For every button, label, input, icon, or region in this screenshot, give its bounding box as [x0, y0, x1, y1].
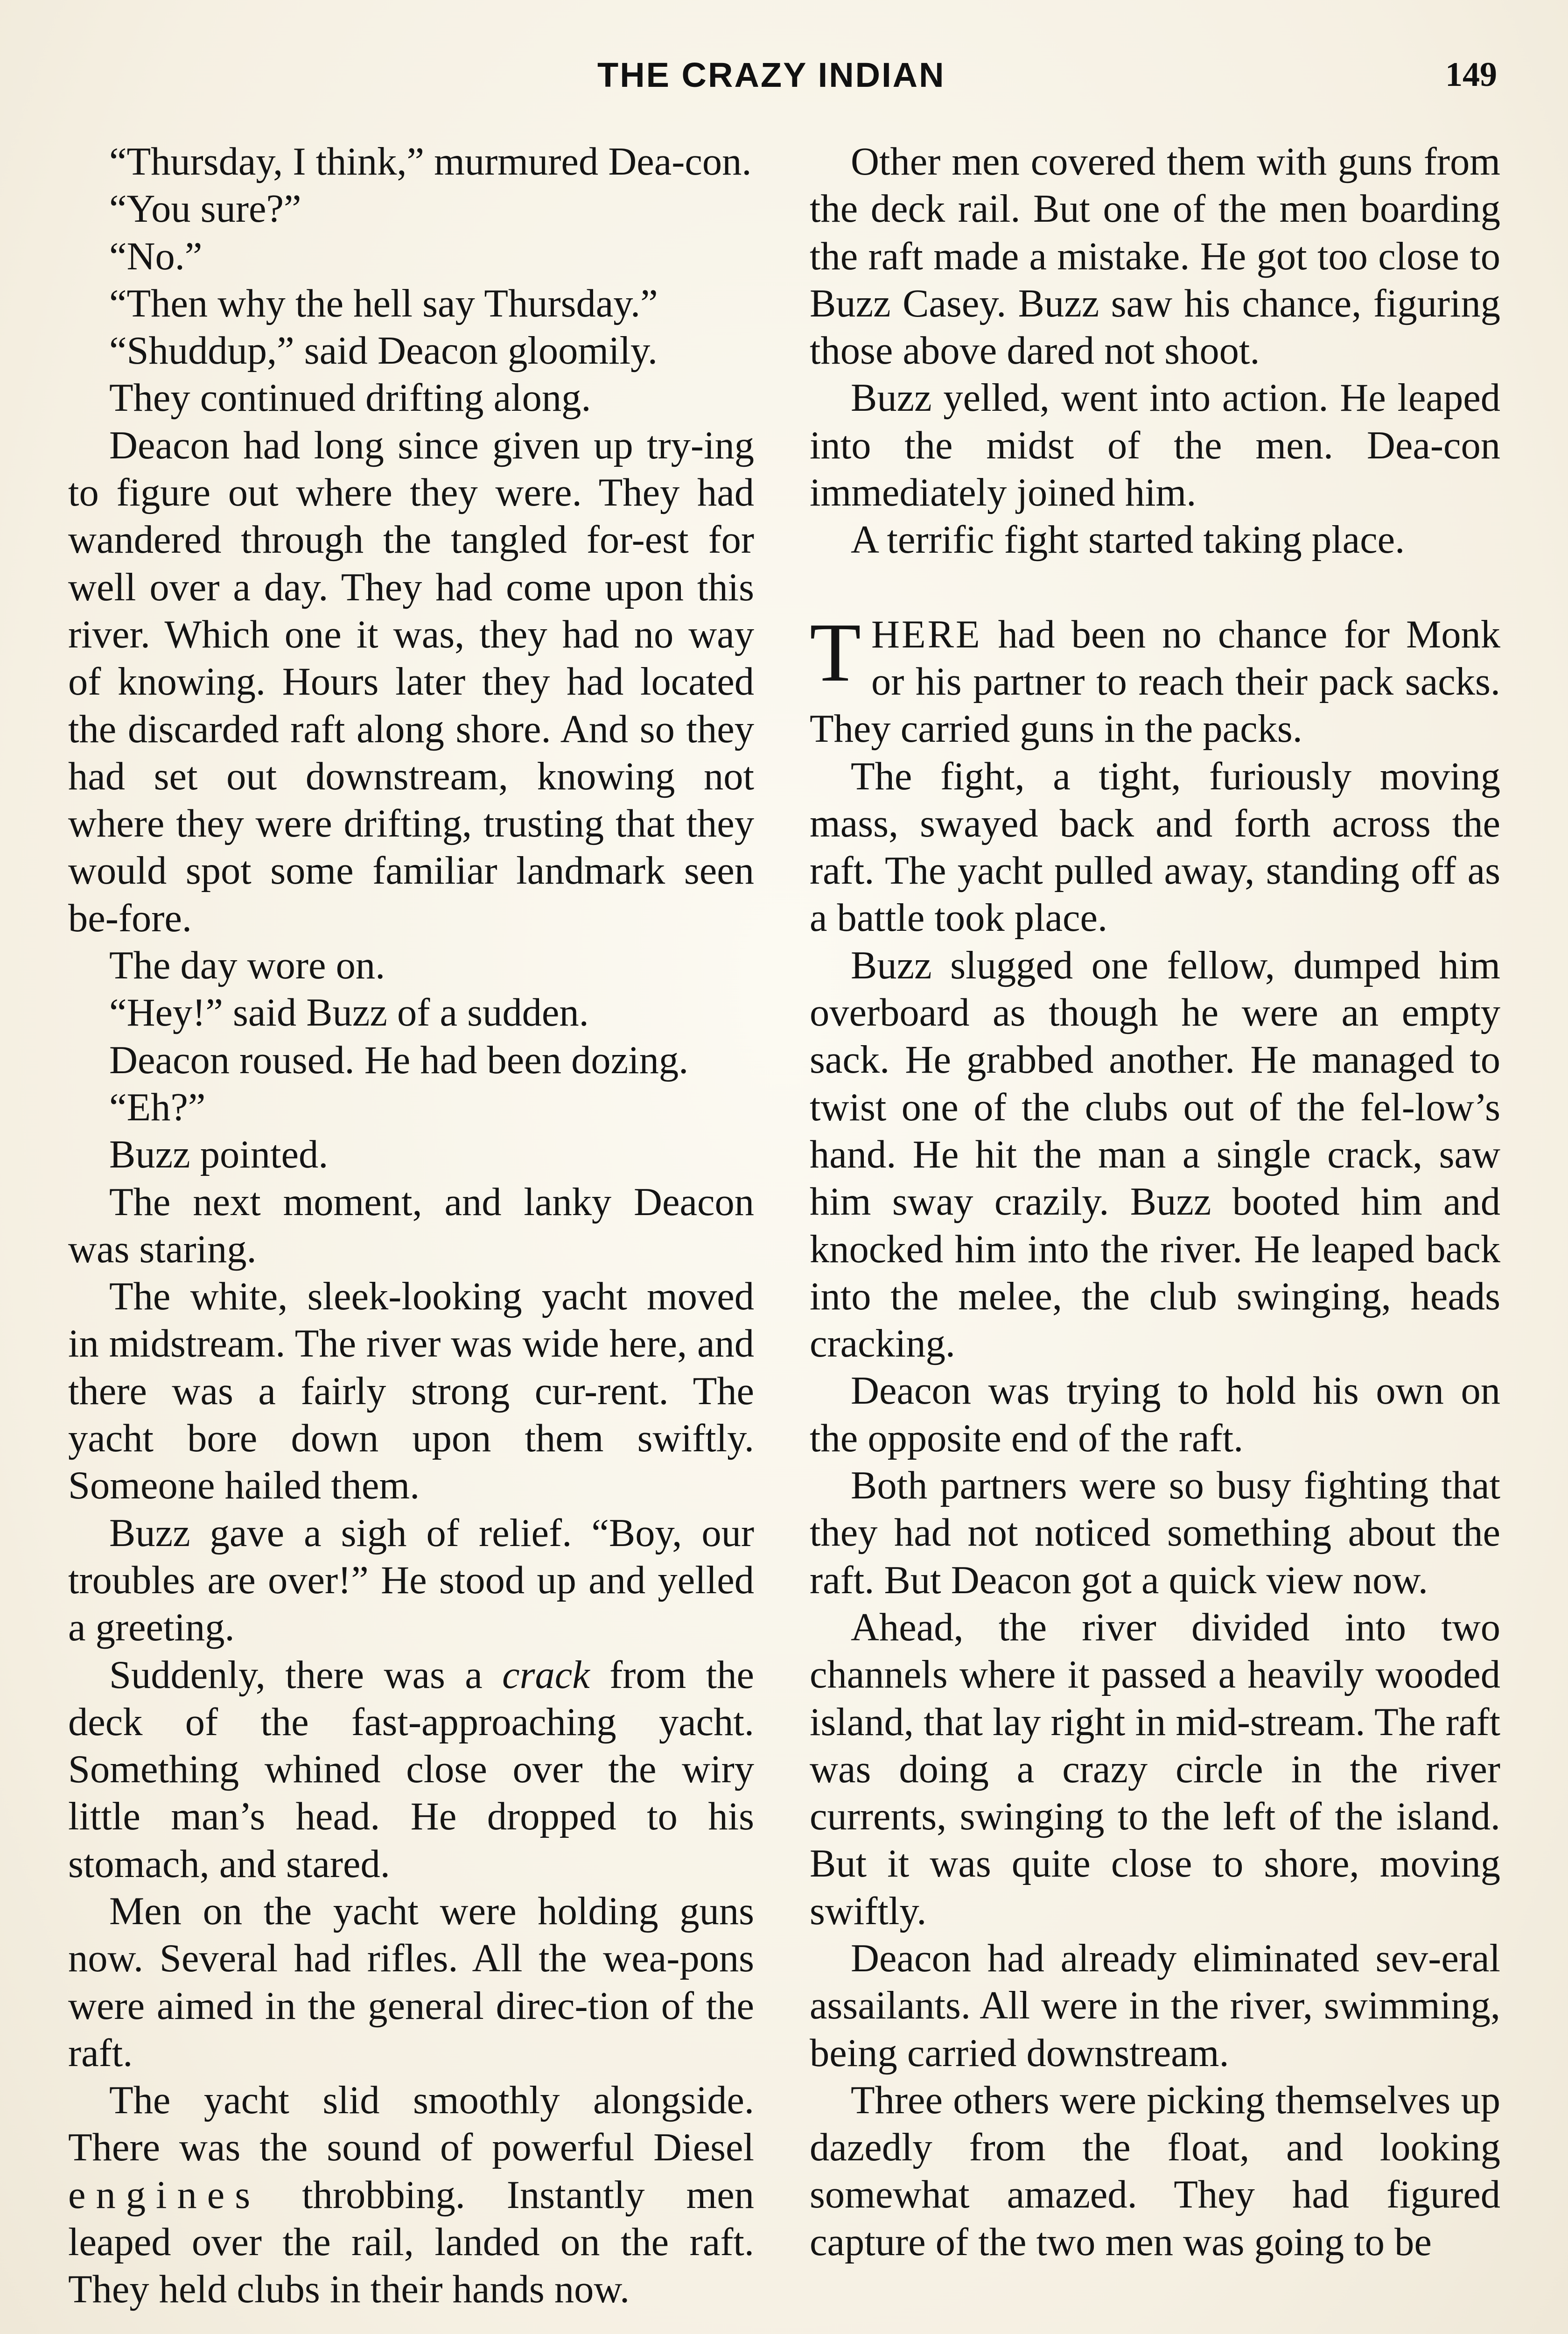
- paragraph: Three others were picking themselves up dazedly from the float, and looking somewhat amazed. They had figured capture of the two men was going to be: [810, 2078, 1500, 2264]
- section-opening-paragraph: [810, 605, 1500, 753]
- paragraph: “Thursday, I think,” murmured Dea-con.: [109, 140, 752, 183]
- running-header: [0, 55, 1568, 106]
- text-run: throbbing. Instantly men leaped over the rail, landed on the raft. They held clubs in their hands now.: [68, 2173, 754, 2312]
- small-caps-word: HERE: [871, 612, 982, 656]
- paragraph: Ahead, the river divided into two channels where it passed a heavily wooded island, that lay right in mid-stream. The raft was doing a crazy circle in the river currents, swinging to the left of the island. But it was quite close to shore, moving swiftly.: [810, 1605, 1500, 1933]
- text-run: from the deck of the fast-approaching yacht. Something whined close over the wiry little man’s head. He dropped to his stomach, and stared.: [68, 1653, 754, 1886]
- paragraph: Deacon was trying to hold his own on the opposite end of the raft.: [810, 1369, 1500, 1460]
- paragraph: The fight, a tight, furiously moving mass, swayed back and forth across the raft. The yacht pulled away, standing off as a battle took place.: [810, 754, 1500, 940]
- paragraph: The white, sleek-looking yacht moved in midstream. The river was wide here, and there was a fairly strong cur-rent. The yacht bore down upon them swiftly. Someone hailed them.: [68, 1275, 754, 1508]
- paragraph: Buzz pointed.: [109, 1133, 329, 1177]
- paragraph: “No.”: [109, 234, 203, 278]
- left-column: [68, 138, 754, 2313]
- paragraph: [68, 2077, 754, 2313]
- paragraph: Deacon roused. He had been dozing.: [109, 1038, 689, 1082]
- section-break: [810, 564, 1500, 611]
- text-run: had been no chance for Monk or his partner to reach their pack sacks. They carried guns in the packs.: [810, 612, 1500, 751]
- drop-cap: T: [810, 605, 861, 699]
- paragraph: “Then why the hell say Thursday.”: [109, 281, 658, 325]
- letterspaced-word: engines: [68, 2173, 261, 2217]
- right-column: [810, 138, 1500, 2266]
- paragraph: The day wore on.: [109, 944, 385, 988]
- running-title: THE CRAZY INDIAN: [597, 56, 945, 94]
- paragraph: A terrific fight started taking place.: [851, 518, 1405, 562]
- italic-word: crack: [502, 1653, 590, 1697]
- paragraph: “Eh?”: [109, 1085, 206, 1129]
- text-run: Suddenly, there was a: [109, 1653, 503, 1697]
- paragraph: Men on the yacht were holding guns now. Several had rifles. All the wea-pons were aimed in the general direc-tion of the raft.: [68, 1889, 754, 2075]
- paragraph: Buzz slugged one fellow, dumped him overboard as though he were an empty sack. He grabbed another. He managed to twist one of the clubs out of the fel-low’s hand. He hit the man a single crack, saw him sway crazily. Buzz booted him and knocked him into the river. He leaped back into the melee, the club swinging, heads cracking.: [810, 943, 1500, 1366]
- paragraph: “Shuddup,” said Deacon gloomily.: [109, 329, 658, 373]
- paragraph: Other men covered them with guns from the deck rail. But one of the men boarding the raft made a mistake. He got too close to Buzz Casey. Buzz saw his chance, figuring those above dared not shoot.: [810, 140, 1500, 373]
- paragraph: Both partners were so busy fighting that they had not noticed something about the raft. But Deacon got a quick view now.: [810, 1464, 1500, 1602]
- paragraph: “Hey!” said Buzz of a sudden.: [109, 991, 589, 1035]
- paragraph: [68, 1652, 754, 1888]
- paragraph: “You sure?”: [109, 187, 301, 231]
- page-number: 149: [1445, 56, 1497, 94]
- paragraph: Buzz yelled, went into action. He leaped into the midst of the men. Dea-con immediately joined him.: [810, 376, 1500, 515]
- paragraph: Buzz gave a sigh of relief. “Boy, our troubles are over!” He stood up and yelled a greeting.: [68, 1511, 754, 1650]
- paragraph: Deacon had long since given up try-ing to figure out where they were. They had wandered through the tangled for-est for well over a day. They had come upon this river. Which one it was, they had no way of knowing. Hours later they had located the discarded raft along shore. And so they had set out downstream, knowing not where they were drifting, trusting that they would spot some familiar landmark seen be-fore.: [68, 423, 754, 940]
- paragraph: The next moment, and lanky Deacon was staring.: [68, 1180, 754, 1271]
- paragraph: They continued drifting along.: [109, 376, 591, 420]
- paragraph: Deacon had already eliminated sev-eral assailants. All were in the river, swimming, being carried downstream.: [810, 1936, 1500, 2075]
- text-run: The yacht slid smoothly alongside. There was the sound of powerful Diesel: [68, 2079, 754, 2170]
